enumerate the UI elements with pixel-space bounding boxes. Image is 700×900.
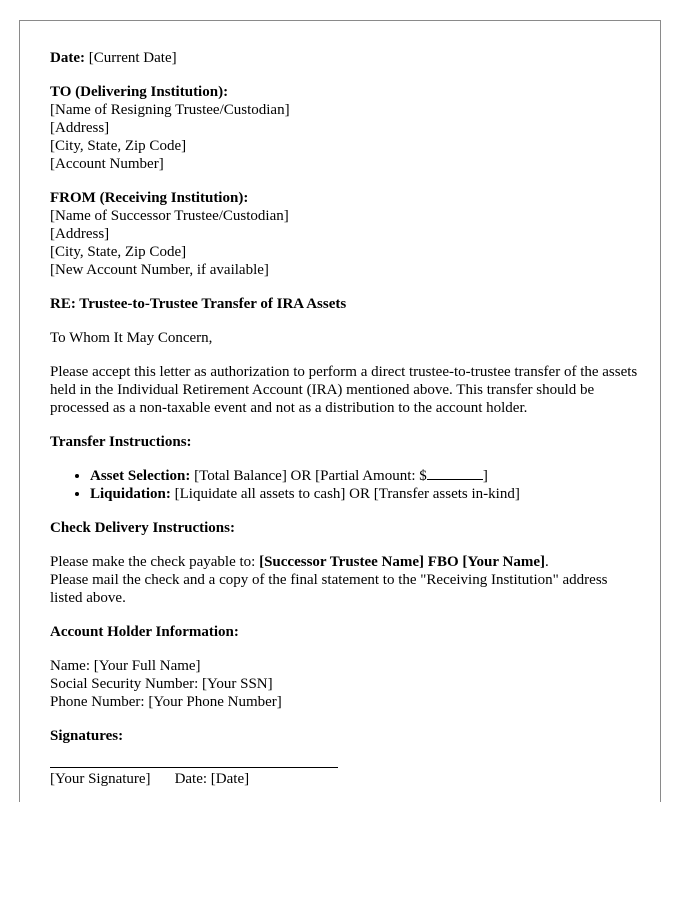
date-line [50,49,640,67]
re-line: RE: Trustee-to-Trustee Transfer of IRA Assets [50,296,347,312]
holder-phone: Phone Number: [Your Phone Number] [50,694,282,710]
to-line: [Address] [50,120,110,136]
to-line: [Account Number] [50,156,164,172]
signature-date-label: Date: [Date] [174,771,250,787]
to-heading: TO (Delivering Institution): [50,84,229,100]
to-section [50,83,640,173]
check-mail-line: Please mail the check and a copy of the final statement to the "Receiving Institution" address listed above. [50,572,608,606]
holder-heading: Account Holder Information: [50,624,239,640]
from-line: [New Account Number, if available] [50,262,269,278]
holder-info [50,657,640,711]
holder-name: Name: [Your Full Name] [50,658,201,674]
asset-selection-text: [Total Balance] OR [Partial Amount: $ [190,468,427,484]
check-heading: Check Delivery Instructions: [50,520,235,536]
to-line: [City, State, Zip Code] [50,138,187,154]
holder-ssn: Social Security Number: [Your SSN] [50,676,273,692]
transfer-heading: Transfer Instructions: [50,434,192,450]
amount-blank [427,467,483,480]
to-line: [Name of Resigning Trustee/Custodian] [50,102,290,118]
from-line: [Address] [50,226,110,242]
date-value: [Current Date] [84,50,177,66]
salutation: To Whom It May Concern, [50,330,213,346]
list-item [90,467,640,485]
check-instructions [50,553,640,607]
payee: [Successor Trustee Name] FBO [Your Name] [259,554,546,570]
signature-line [50,767,338,768]
letter-page [19,20,661,802]
from-heading: FROM (Receiving Institution): [50,190,249,206]
signatures-heading: Signatures: [50,728,124,744]
signature-row [50,770,640,788]
signature-label: [Your Signature] [50,771,151,787]
check-line-prefix: Please make the check payable to: [50,554,260,570]
letter-content [50,49,640,788]
asset-selection-close: ] [482,468,488,484]
liquidation-label: Liquidation: [90,486,171,502]
body-paragraph: Please accept this letter as authorization to perform a direct trustee-to-trustee transfer of the assets held in the Individual Retirement Account (IRA) mentioned above. This transfer should be processed as a non-taxable event and not as a distribution to the account holder. [50,364,638,416]
liquidation-text: [Liquidate all assets to cash] OR [Transfer assets in-kind] [170,486,520,502]
list-item [90,485,640,503]
transfer-list [50,467,640,503]
from-line: [Name of Successor Trustee/Custodian] [50,208,289,224]
from-line: [City, State, Zip Code] [50,244,187,260]
asset-selection-label: Asset Selection: [90,468,191,484]
from-section [50,189,640,279]
date-label: Date: [50,50,85,66]
check-line-suffix: . [545,554,549,570]
